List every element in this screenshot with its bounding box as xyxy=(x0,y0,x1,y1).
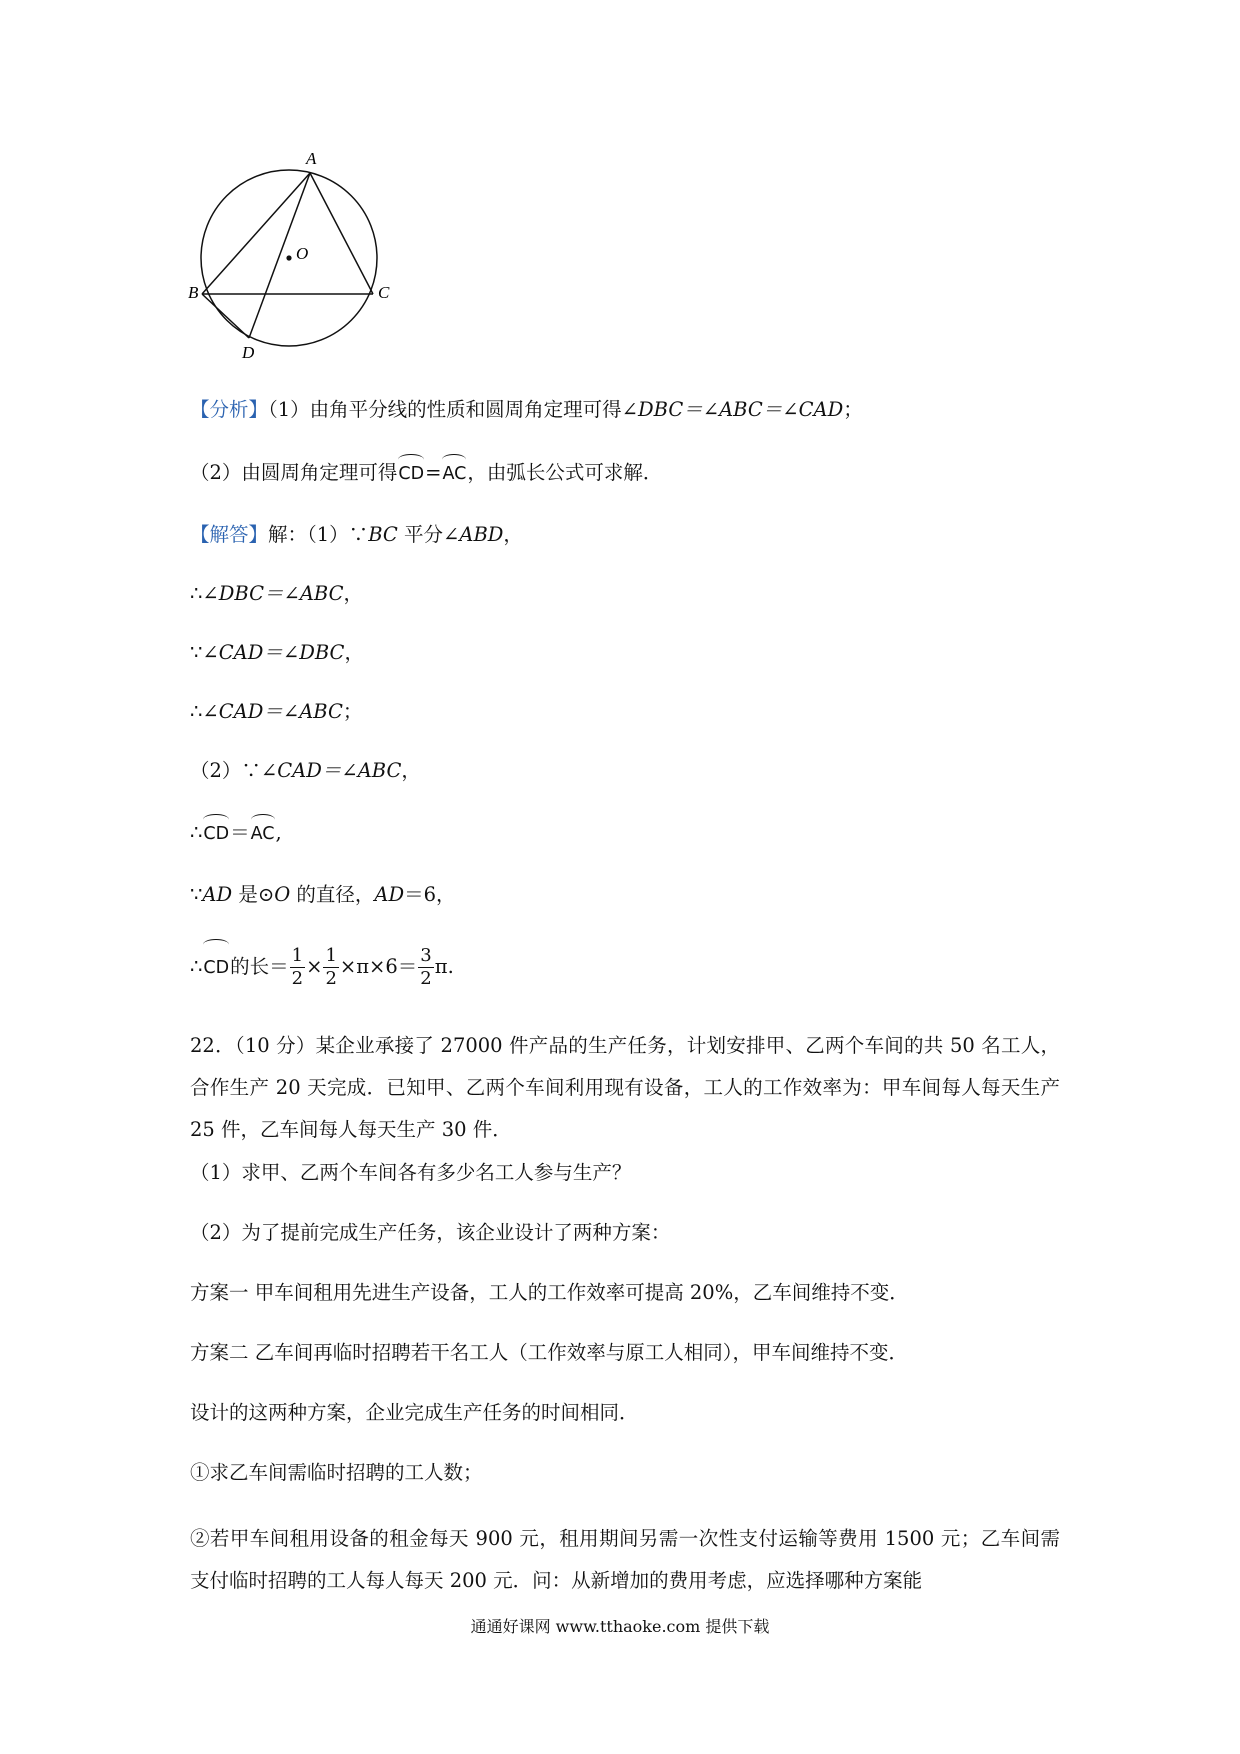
solution-line-6: ∴CD＝AC, xyxy=(190,818,282,849)
arc-cd: CD xyxy=(203,819,229,849)
question-22-part-1: （1）求甲、乙两个车间各有多少名工人参与生产？ xyxy=(190,1161,632,1184)
solution-line-5: （2）∵∠CAD＝∠ABC， xyxy=(190,759,421,782)
label-o: O xyxy=(296,244,309,263)
sub-question-1: ①求乙车间需临时招聘的工人数； xyxy=(190,1461,483,1484)
arc-ac: AC xyxy=(442,459,466,489)
solution-tag: 【解答】 xyxy=(190,523,269,546)
circle-figure xyxy=(186,146,406,366)
arc-cd: CD xyxy=(203,944,229,992)
label-c: C xyxy=(378,283,390,302)
label-d: D xyxy=(242,343,255,362)
segment-bd xyxy=(202,294,249,338)
solution-line-8: ∴CD的长＝ $\frac{1}{2}$ × $\frac{1}{2}$ ×π×6＝ $\frac{3}{2}$ π. xyxy=(190,943,454,992)
analysis-line-1: 【分析】（1）由角平分线的性质和圆周角定理可得∠DBC＝∠ABC＝∠CAD； xyxy=(190,398,863,421)
segment-ac xyxy=(310,173,373,294)
plans-same-time: 设计的这两种方案，企业完成生产任务的时间相同． xyxy=(190,1401,639,1424)
plan-two: 方案二 乙车间再临时招聘若干名工人（工作效率与原工人相同），甲车间维持不变． xyxy=(190,1341,908,1364)
center-point-o xyxy=(286,255,291,260)
fraction-one-half: $\frac{1}{2}$ xyxy=(325,945,337,989)
fraction-one-half: $\frac{1}{2}$ xyxy=(291,945,304,989)
arc-ac: AC xyxy=(251,819,275,849)
solution-line-4: ∴∠CAD＝∠ABC； xyxy=(190,700,363,723)
analysis-tag: 【分析】 xyxy=(190,398,269,421)
question-22-part-2: （2）为了提前完成生产任务，该企业设计了两种方案： xyxy=(190,1221,671,1244)
label-a: A xyxy=(306,149,317,168)
sub-question-2: ②若甲车间租用设备的租金每天 900 元，租用期间另需一次性支付运输等费用 1500 元；乙车间需支付临时招聘的工人每人每天 200 元．问：从新增加的费用考虑，应选择哪种方案能 xyxy=(190,1527,1060,1592)
question-22-stem: 22．（10 分）某企业承接了 27000 件产品的生产任务，计划安排甲、乙两个车间的共 50 名工人，合作生产 20 天完成．已知甲、乙两个车间利用现有设备，工人的工作效率为：甲车间每人每天生产 25 件，乙车间每人每天生产 30 件． xyxy=(190,1034,1060,1141)
footer-credit: 通通好课网 www.tthaoke.com 提供下载 xyxy=(470,1617,770,1636)
solution-line-3: ∵∠CAD＝∠DBC， xyxy=(190,641,364,664)
label-b: B xyxy=(188,283,199,302)
solution-line-1: 【解答】解：（1）∵BC 平分∠ABD， xyxy=(190,523,523,546)
segment-ab xyxy=(202,173,310,294)
fraction-three-halves: $\frac{3}{2}$ xyxy=(420,945,432,989)
analysis-line-2: （2）由圆周角定理可得CD=AC，由弧长公式可求解． xyxy=(190,458,662,489)
arc-cd: CD xyxy=(398,459,424,489)
plan-one: 方案一 甲车间租用先进生产设备，工人的工作效率可提高 20%，乙车间维持不变． xyxy=(190,1281,909,1304)
solution-line-7: ∵AD 是⊙O 的直径，AD＝6， xyxy=(190,883,456,906)
solution-line-2: ∴∠DBC＝∠ABC， xyxy=(190,582,364,605)
